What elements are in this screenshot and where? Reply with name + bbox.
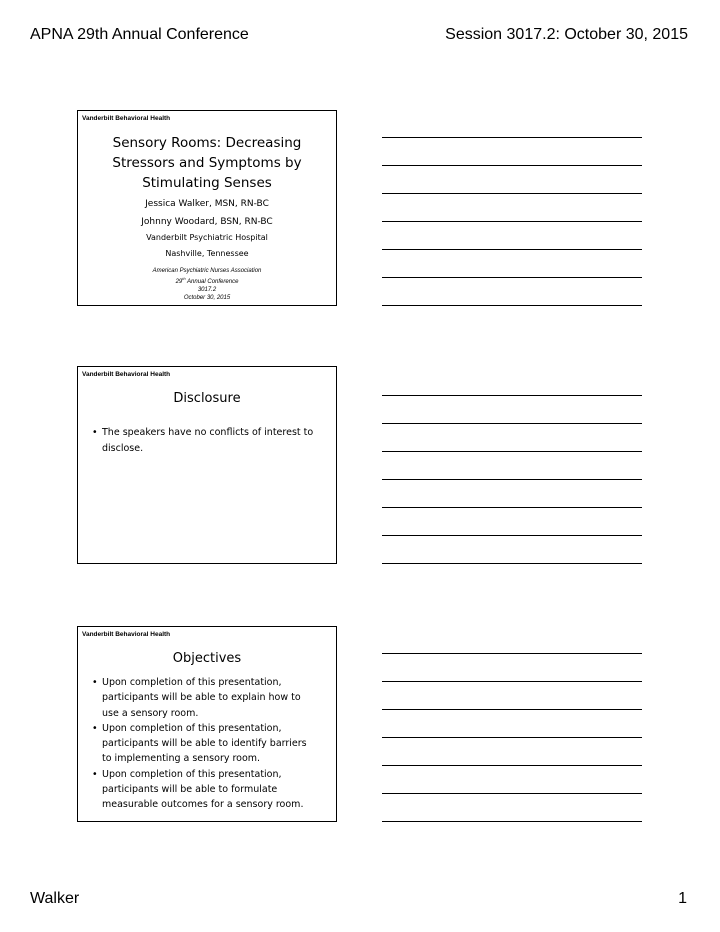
title-line: Sensory Rooms: Decreasing: [112, 135, 302, 151]
note-line: [382, 165, 642, 166]
author-name: Johnny Woodard, BSN, RN-BC: [141, 217, 273, 227]
location: Nashville, Tennessee: [165, 249, 249, 258]
page-header-right: Session 3017.2: October 30, 2015: [445, 26, 688, 43]
slide-org-label: Vanderbilt Behavioral Health: [82, 115, 171, 122]
conference-date: October 30, 2015: [183, 295, 231, 301]
title-line: Stressors and Symptoms by: [112, 155, 302, 171]
bullet-item: • Upon completion of this presentation, participants will be able to explain how to use a sensory room.: [92, 675, 317, 721]
note-line: [382, 507, 642, 508]
note-line: [382, 765, 642, 766]
bullet-item: • The speakers have no conflicts of interest to disclose.: [92, 425, 317, 456]
conference-number: 29: [175, 279, 183, 285]
note-line: [382, 305, 642, 306]
institution: Vanderbilt Psychiatric Hospital: [146, 233, 268, 242]
conference-ordinal: th: [182, 276, 186, 281]
note-line: [382, 423, 642, 424]
title-line: Stimulating Senses: [142, 175, 272, 191]
note-line: [382, 535, 642, 536]
conference-org: American Psychiatric Nurses Association: [152, 268, 262, 274]
note-line: [382, 193, 642, 194]
slide-title: [78, 133, 336, 193]
note-line: [382, 653, 642, 654]
slide-org-label: Vanderbilt Behavioral Health: [82, 631, 171, 638]
slide-1-title: [77, 110, 337, 306]
page-number: 1: [678, 890, 687, 907]
note-line: [382, 737, 642, 738]
note-line: [382, 277, 642, 278]
note-line: [382, 221, 642, 222]
bullet-item: • Upon completion of this presentation, participants will be able to identify barriers to implementing a sensory room.: [92, 721, 317, 767]
author-name: Jessica Walker, MSN, RN-BC: [145, 199, 269, 209]
note-line: [382, 681, 642, 682]
page-header-left: APNA 29th Annual Conference: [30, 26, 249, 43]
note-line: [382, 793, 642, 794]
note-line: [382, 563, 642, 564]
note-line: [382, 451, 642, 452]
slide-title: Disclosure: [173, 391, 241, 406]
bullet-item: • Upon completion of this presentation, participants will be able to formulate measurable outcomes for a sensory room.: [92, 767, 317, 813]
note-line: [382, 137, 642, 138]
page-footer-author: Walker: [30, 890, 80, 907]
note-line: [382, 479, 642, 480]
note-line: [382, 395, 642, 396]
slide-title: Objectives: [172, 651, 242, 666]
note-line: [382, 821, 642, 822]
conference-info: [78, 267, 336, 302]
slide-2-disclosure: [77, 366, 337, 564]
slide-3-objectives: [77, 626, 337, 822]
bullet-list: [92, 675, 317, 813]
session-number: 3017.2: [197, 287, 217, 293]
conference-name: [78, 275, 336, 286]
bullet-list: [92, 425, 317, 456]
conference-title: Annual Conference: [185, 279, 239, 285]
slide-org-label: Vanderbilt Behavioral Health: [82, 371, 171, 378]
note-line: [382, 709, 642, 710]
note-line: [382, 249, 642, 250]
